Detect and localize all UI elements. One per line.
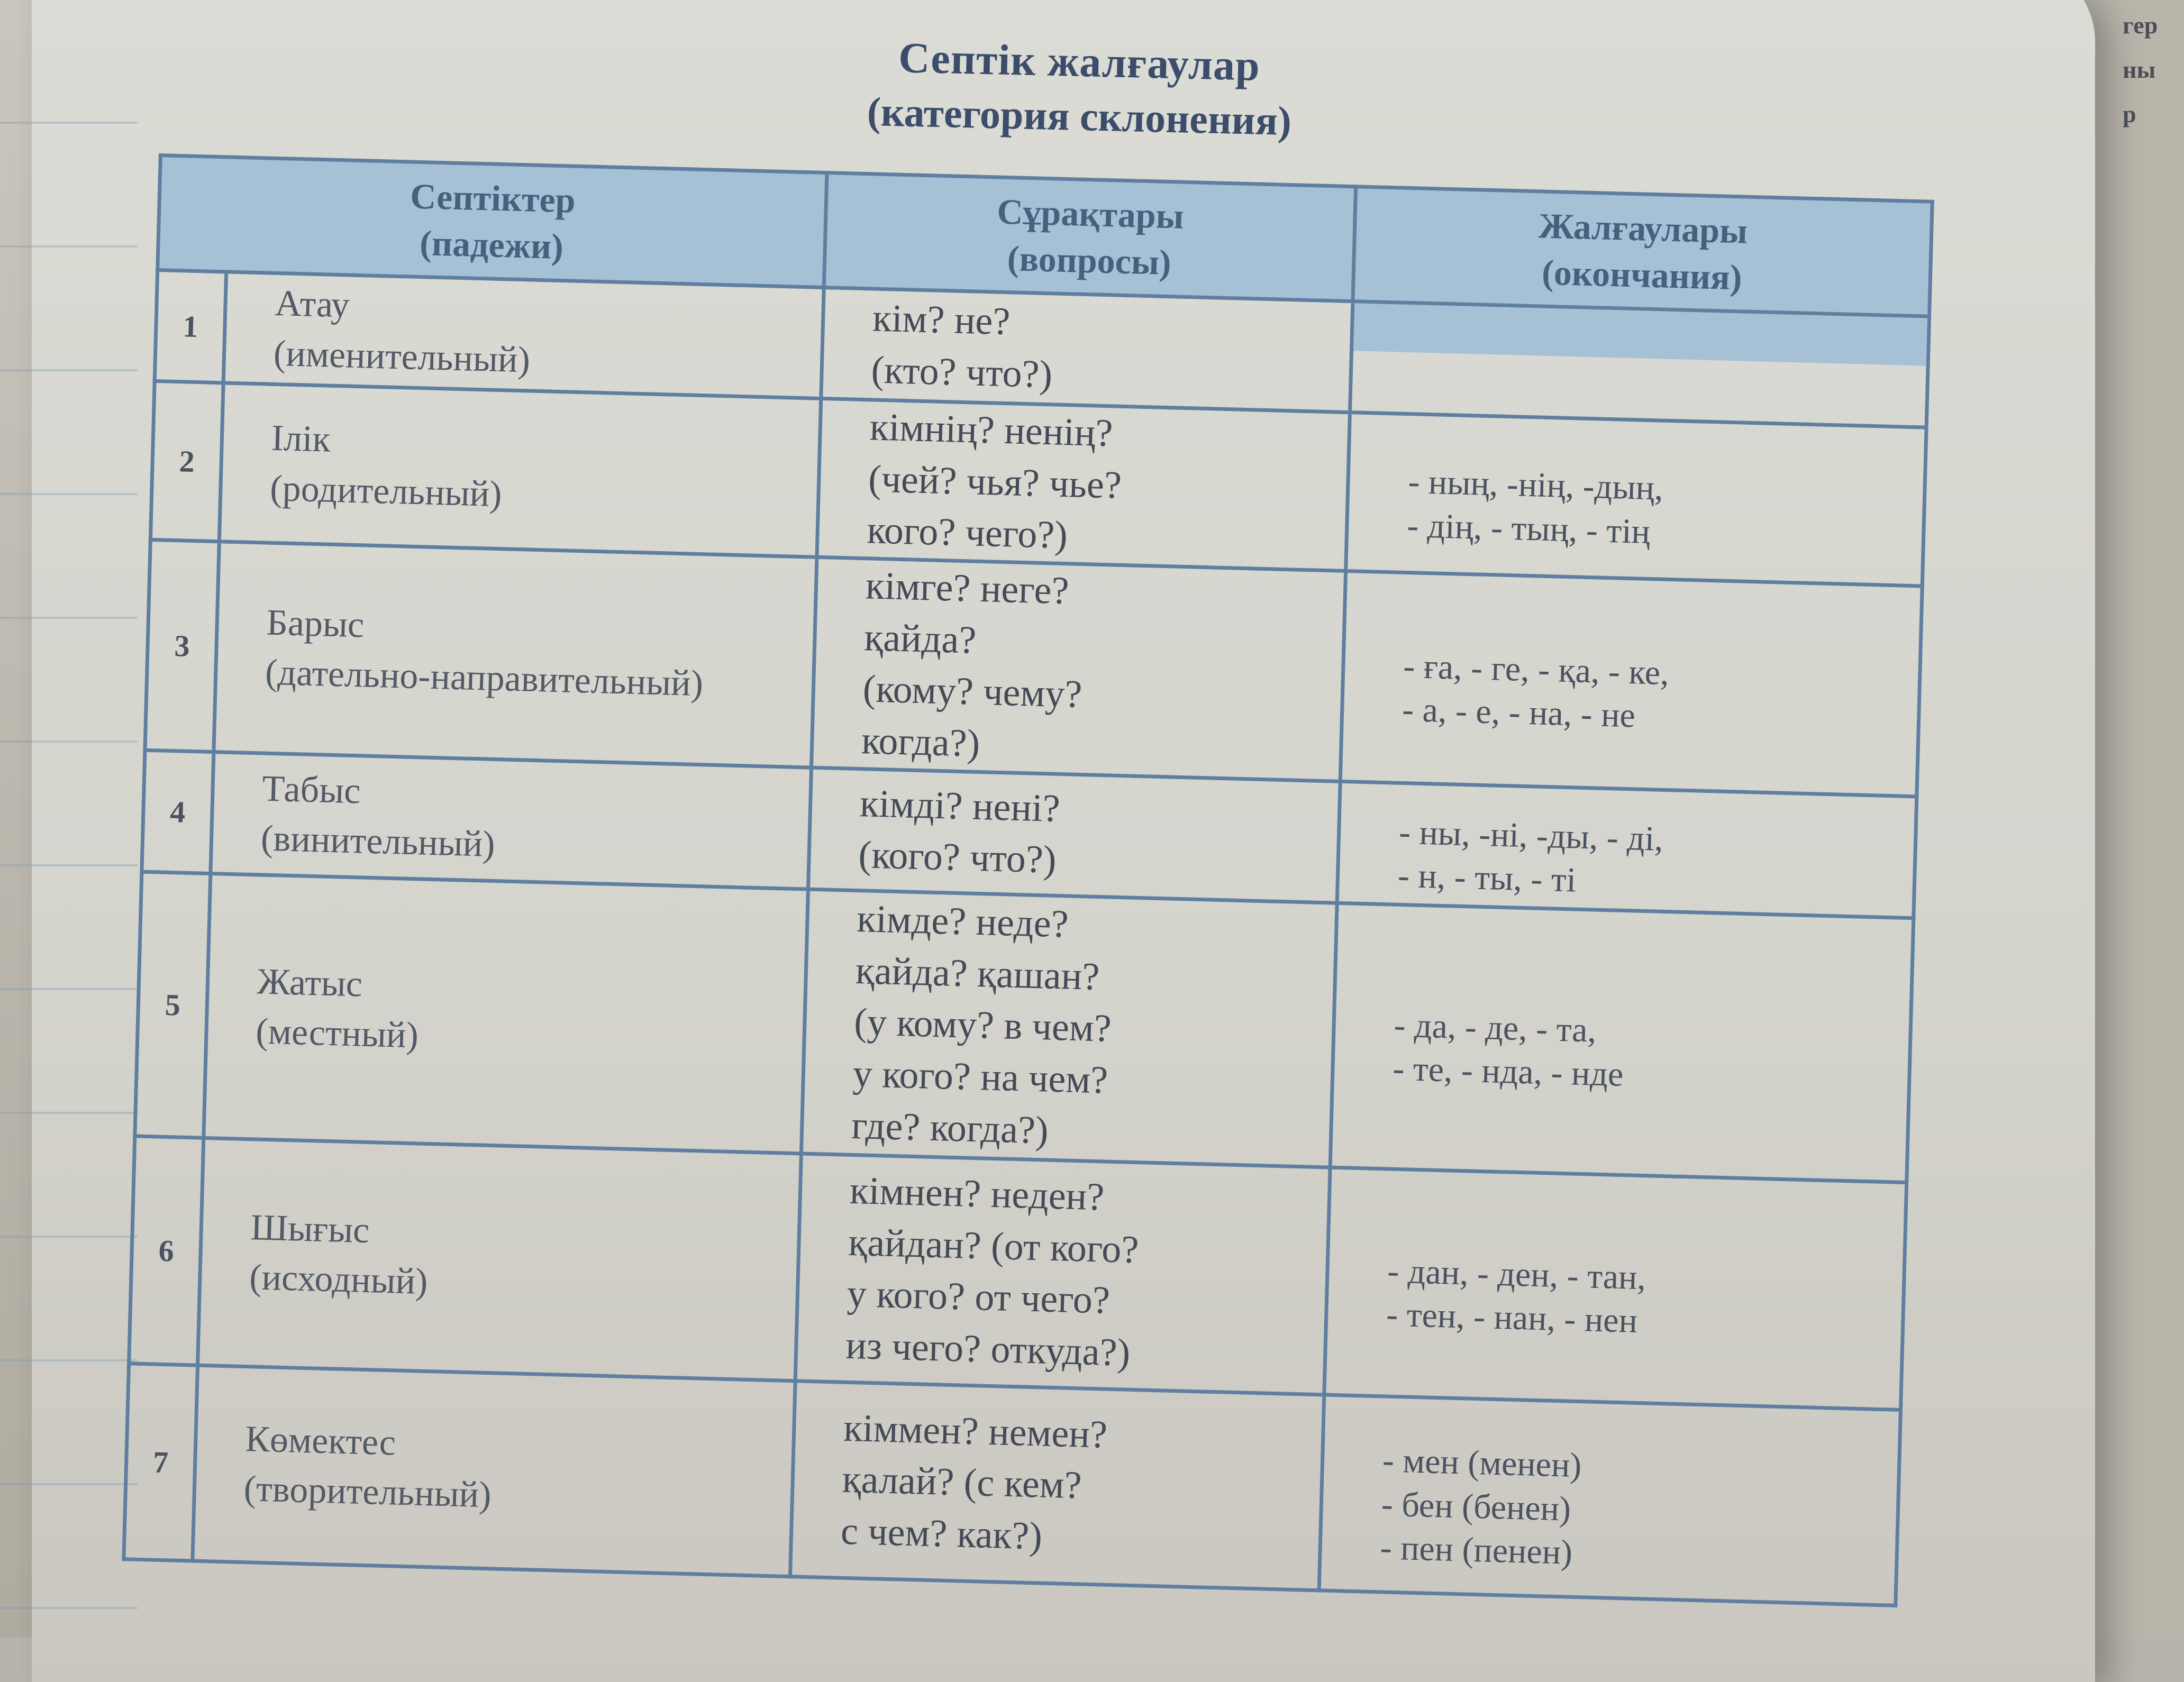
case-number: 5	[135, 872, 211, 1138]
case-name-kazakh: Табыс	[261, 768, 361, 812]
endings-list	[1392, 982, 1909, 1104]
question-line: кімнің? ненің?	[869, 405, 1114, 455]
header-line: (вопросы)	[1006, 238, 1172, 283]
header-questions	[824, 173, 1355, 301]
header-line: (окончания)	[1541, 252, 1743, 298]
header-line: Сұрақтары	[996, 191, 1185, 236]
declension-table	[122, 153, 1934, 1607]
endings-cell	[1337, 781, 1917, 918]
endings-list	[1402, 624, 1919, 745]
ending-line: - ның, -нің, -дың,	[1407, 462, 1664, 508]
notebook-ruled-lines	[0, 0, 138, 1638]
questions-cell	[790, 1381, 1324, 1590]
questions-cell	[808, 767, 1341, 903]
question-line: (у кому? в чем?	[853, 1000, 1112, 1051]
header-endings	[1353, 187, 1932, 316]
ending-line: - дің, - тың, - тің	[1406, 506, 1651, 551]
case-number: 6	[129, 1136, 204, 1365]
case-name-cell	[198, 1138, 802, 1381]
case-name-russian: (винительный)	[260, 818, 496, 865]
question-line: где? когда?)	[851, 1103, 1049, 1153]
question-line: қалай? (с кем?	[841, 1458, 1082, 1507]
case-name-kazakh: Ілік	[270, 417, 331, 460]
ending-line: - н, - ты, - ті	[1397, 856, 1577, 900]
header-line: Септіктер	[410, 176, 576, 221]
case-name-kazakh: Көмектес	[244, 1418, 396, 1464]
endings-cell	[1346, 413, 1926, 586]
question-line: у кого? на чем?	[852, 1052, 1109, 1102]
ending-line: - мен (менен)	[1382, 1441, 1582, 1485]
case-number: 1	[154, 270, 226, 383]
question-line: кіммен? немен?	[843, 1406, 1108, 1457]
table-row	[129, 1136, 1907, 1410]
question-line: (кому? чему?	[862, 667, 1083, 717]
case-name-russian: (дательно-направительный)	[265, 652, 704, 705]
case-name-kazakh: Атау	[274, 282, 350, 326]
ending-line: - ны, -ні, -ды, - ді,	[1398, 812, 1664, 858]
case-name-kazakh: Барыс	[266, 602, 365, 646]
adjacent-page-snippet: гер	[2123, 12, 2158, 39]
ending-line: - бен (бенен)	[1380, 1485, 1571, 1529]
ending-line: - тен, - нан, - нен	[1386, 1295, 1638, 1341]
question-line: кого? чего?)	[866, 508, 1068, 557]
ending-line: - а, - е, - на, - не	[1402, 690, 1636, 735]
case-number: 3	[145, 540, 219, 752]
endings-list	[1380, 1418, 1898, 1584]
header-cases	[158, 156, 827, 288]
question-line: қайдан? (от кого?	[848, 1220, 1140, 1272]
table-row	[135, 872, 1914, 1183]
ending-line: - те, - нда, - нде	[1392, 1049, 1624, 1094]
question-line: кімнен? неден?	[849, 1168, 1105, 1219]
case-name-russian: (родительный)	[269, 468, 503, 515]
table-body	[124, 270, 1930, 1606]
questions-cell	[812, 557, 1346, 781]
endings-cell	[1324, 1167, 1907, 1410]
question-line: у кого? от чего?	[846, 1272, 1111, 1322]
page-title: Септік жалғаулар	[898, 33, 1261, 90]
page-subtitle: (категория склонения)	[867, 88, 1292, 144]
adjacent-page-snippet: р	[2123, 100, 2136, 127]
question-line: кімге? неге?	[865, 564, 1070, 613]
ending-line: - дан, - ден, - тан,	[1387, 1251, 1646, 1297]
question-line: кім? не?	[872, 296, 1011, 344]
endings-cell	[1350, 301, 1929, 427]
endings-cell	[1340, 571, 1922, 797]
case-number: 7	[124, 1364, 198, 1561]
case-name-cell	[211, 752, 812, 889]
adjacent-page-text	[2123, 3, 2158, 136]
questions-cell	[821, 287, 1353, 412]
endings-cell	[1330, 903, 1914, 1182]
ending-line: - пен (пенен)	[1379, 1528, 1573, 1573]
question-line: қайда? қашан?	[854, 948, 1100, 999]
endings-list	[1386, 1228, 1903, 1350]
question-line: (кого? что?)	[858, 833, 1057, 882]
questions-cell	[817, 398, 1350, 571]
case-name-cell	[214, 542, 817, 767]
question-line: из чего? откуда?)	[845, 1323, 1131, 1375]
questions-cell	[795, 1154, 1330, 1395]
question-line: (кто? что?)	[870, 348, 1053, 396]
header-line: Жалғаулары	[1538, 205, 1749, 251]
question-line: с чем? как?)	[840, 1509, 1043, 1558]
ending-line: - да, - де, - та,	[1393, 1005, 1597, 1050]
case-number: 4	[142, 750, 214, 873]
ending-line: - ға, - ге, - қа, - ке,	[1403, 646, 1670, 692]
question-line: когда?)	[861, 719, 981, 766]
case-name-russian: (именительный)	[273, 333, 531, 380]
question-line: (чей? чья? чье?	[868, 457, 1122, 507]
endings-list	[1397, 790, 1915, 911]
case-name-cell	[204, 873, 808, 1153]
case-name-cell	[219, 383, 821, 557]
case-name-russian: (местный)	[255, 1011, 419, 1056]
question-line: қайда?	[863, 615, 977, 662]
case-number: 2	[150, 381, 223, 541]
case-name-kazakh: Жатыс	[257, 961, 363, 1005]
case-name-russian: (творительный)	[243, 1468, 492, 1516]
endings-list	[1406, 439, 1924, 561]
adjacent-page	[2095, 0, 2184, 1638]
case-name-kazakh: Шығыс	[250, 1206, 370, 1251]
case-name-cell	[223, 272, 824, 399]
case-name-russian: (исходный)	[249, 1257, 429, 1303]
question-line: кімді? нені?	[859, 781, 1061, 830]
adjacent-page-snippet: ны	[2123, 56, 2156, 83]
declension-table-container	[122, 153, 1931, 1596]
questions-cell	[801, 889, 1337, 1167]
case-name-cell	[193, 1365, 795, 1576]
header-line: (падежи)	[419, 222, 564, 267]
question-line: кімде? неде?	[856, 897, 1069, 946]
endings-cell	[1319, 1395, 1900, 1605]
